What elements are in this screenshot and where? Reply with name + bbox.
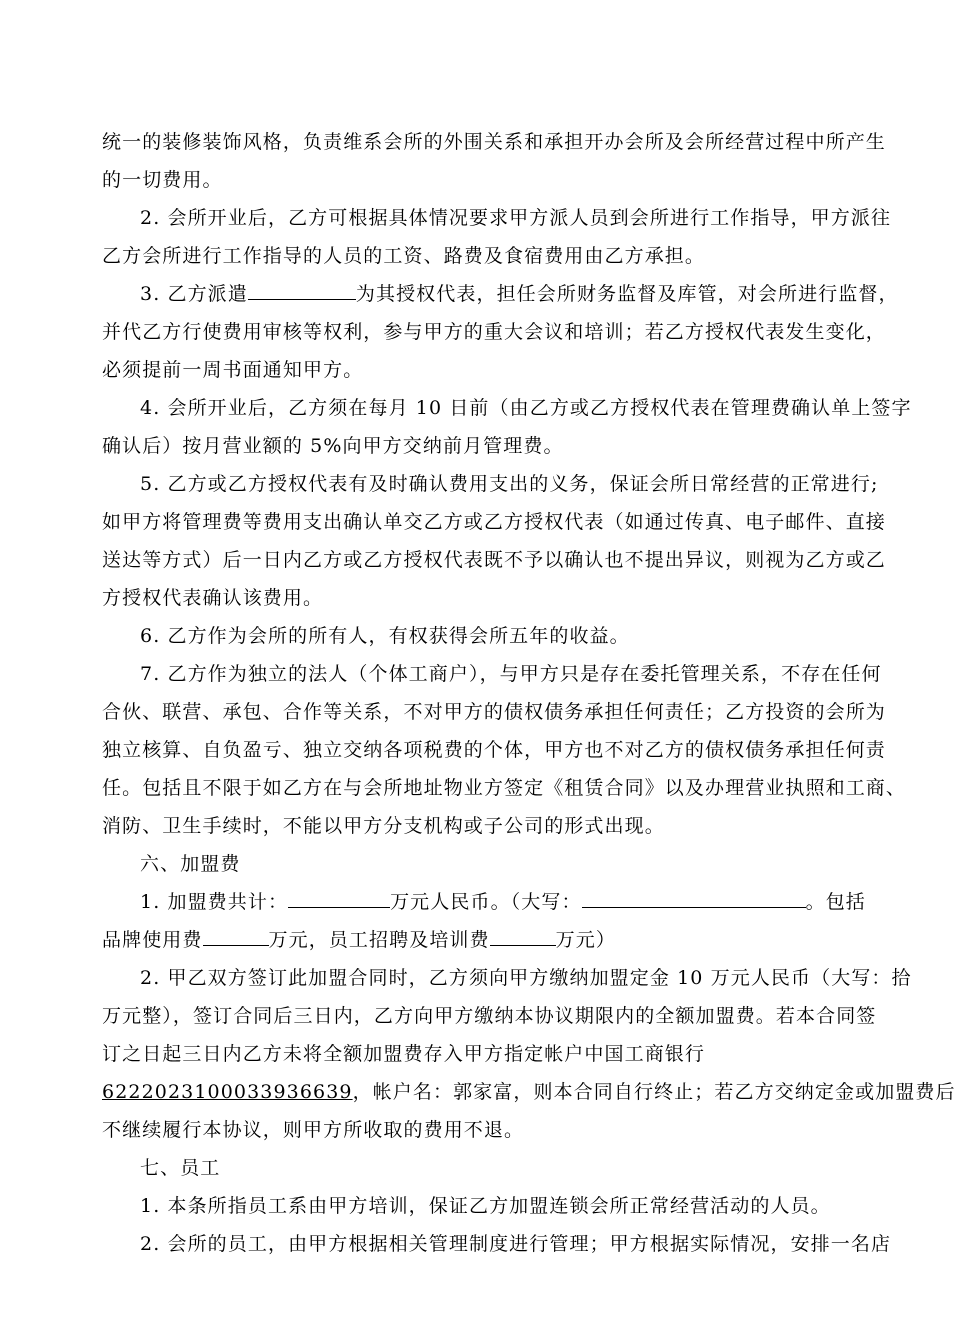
text-line: 并代乙方行使费用审核等权利，参与甲方的重大会议和培训；若乙方授权代表发生变化， — [102, 321, 886, 343]
section-heading: 六、加盟费 — [140, 853, 241, 875]
text-line — [140, 281, 899, 307]
text-fragment: 品牌使用费 — [102, 929, 203, 951]
text-fragment: 万元） — [555, 929, 616, 951]
text-line: 1. 本条所指员工系由甲方培训，保证乙方加盟连锁会所正常经营活动的人员。 — [140, 1195, 831, 1217]
text-fragment: 为其授权代表，担任会所财务监督及库管，对会所进行监督， — [355, 283, 899, 305]
text-line: 4. 会所开业后，乙方须在每月 10 日前（由乙方或乙方授权代表在管理费确认单上签字 — [140, 397, 912, 419]
text-line: 订之日起三日内乙方未将全额加盟费存入甲方指定帐户中国工商银行 — [102, 1043, 706, 1065]
text-line: 2. 会所的员工，由甲方根据相关管理制度进行管理；甲方根据实际情况，安排一名店 — [140, 1233, 892, 1255]
text-line: 送达等方式）后一日内乙方或乙方授权代表既不予以确认也不提出异议，则视为乙方或乙 — [102, 549, 886, 571]
text-fragment: 。包括 — [805, 891, 866, 913]
text-line: 6. 乙方作为会所的所有人，有权获得会所五年的收益。 — [140, 625, 630, 647]
blank-field — [203, 927, 269, 946]
text-fragment: ，帐户名：郭家富，则本合同自行终止；若乙方交纳定金或加盟费后 — [352, 1081, 956, 1103]
text-line: 不继续履行本协议，则甲方所收取的费用不退。 — [102, 1119, 525, 1141]
text-fragment: 万元人民币。（大写： — [390, 891, 582, 913]
text-line: 消防、卫生手续时，不能以甲方分支机构或子公司的形式出现。 — [102, 815, 665, 837]
text-line — [102, 1079, 956, 1105]
text-fragment: 万元，员工招聘及培训费 — [268, 929, 490, 951]
text-line — [140, 889, 866, 915]
text-fragment: 1. 加盟费共计： — [140, 891, 289, 913]
text-line: 5. 乙方或乙方授权代表有及时确认费用支出的义务，保证会所日常经营的正常进行; — [140, 473, 879, 495]
text-line: 任。包括且不限于如乙方在与会所地址物业方签定《租赁合同》以及办理营业执照和工商、 — [102, 777, 907, 799]
section-heading: 七、员工 — [140, 1157, 221, 1179]
text-line: 方授权代表确认该费用。 — [102, 587, 324, 609]
text-line: 乙方会所进行工作指导的人员的工资、路费及食宿费用由乙方承担。 — [102, 245, 706, 267]
blank-field — [288, 889, 390, 908]
text-line: 统一的装修装饰风格，负责维系会所的外围关系和承担开办会所及会所经营过程中所产生 — [102, 131, 886, 153]
bank-account-number: 6222023100033936639 — [102, 1081, 353, 1103]
text-line: 如甲方将管理费等费用支出确认单交乙方或乙方授权代表（如通过传真、电子邮件、直接 — [102, 511, 886, 533]
text-line: 必须提前一周书面通知甲方。 — [102, 359, 364, 381]
text-line: 的一切费用。 — [102, 169, 223, 191]
text-line — [102, 927, 862, 953]
text-line: 合伙、联营、承包、合作等关系，不对甲方的债权债务承担任何责任；乙方投资的会所为 — [102, 701, 886, 723]
text-line: 确认后）按月营业额的 5%向甲方交纳前月管理费。 — [102, 435, 564, 457]
text-line: 2. 会所开业后，乙方可根据具体情况要求甲方派人员到会所进行工作指导，甲方派往 — [140, 207, 892, 229]
blank-field — [582, 889, 806, 908]
blank-field — [490, 927, 556, 946]
text-line: 2. 甲乙双方签订此加盟合同时，乙方须向甲方缴纳加盟定金 10 万元人民币（大写：拾 — [140, 967, 912, 989]
text-line: 万元整），签订合同后三日内，乙方向甲方缴纳本协议期限内的全额加盟费。若本合同签 — [102, 1005, 877, 1027]
blank-field — [248, 281, 356, 300]
text-fragment: 3. 乙方派遣 — [140, 283, 248, 305]
text-line: 7. 乙方作为独立的法人（个体工商户），与甲方只是存在委托管理关系，不存在任何 — [140, 663, 882, 685]
text-line: 独立核算、自负盈亏、独立交纳各项税费的个体，甲方也不对乙方的债权债务承担任何责 — [102, 739, 886, 761]
